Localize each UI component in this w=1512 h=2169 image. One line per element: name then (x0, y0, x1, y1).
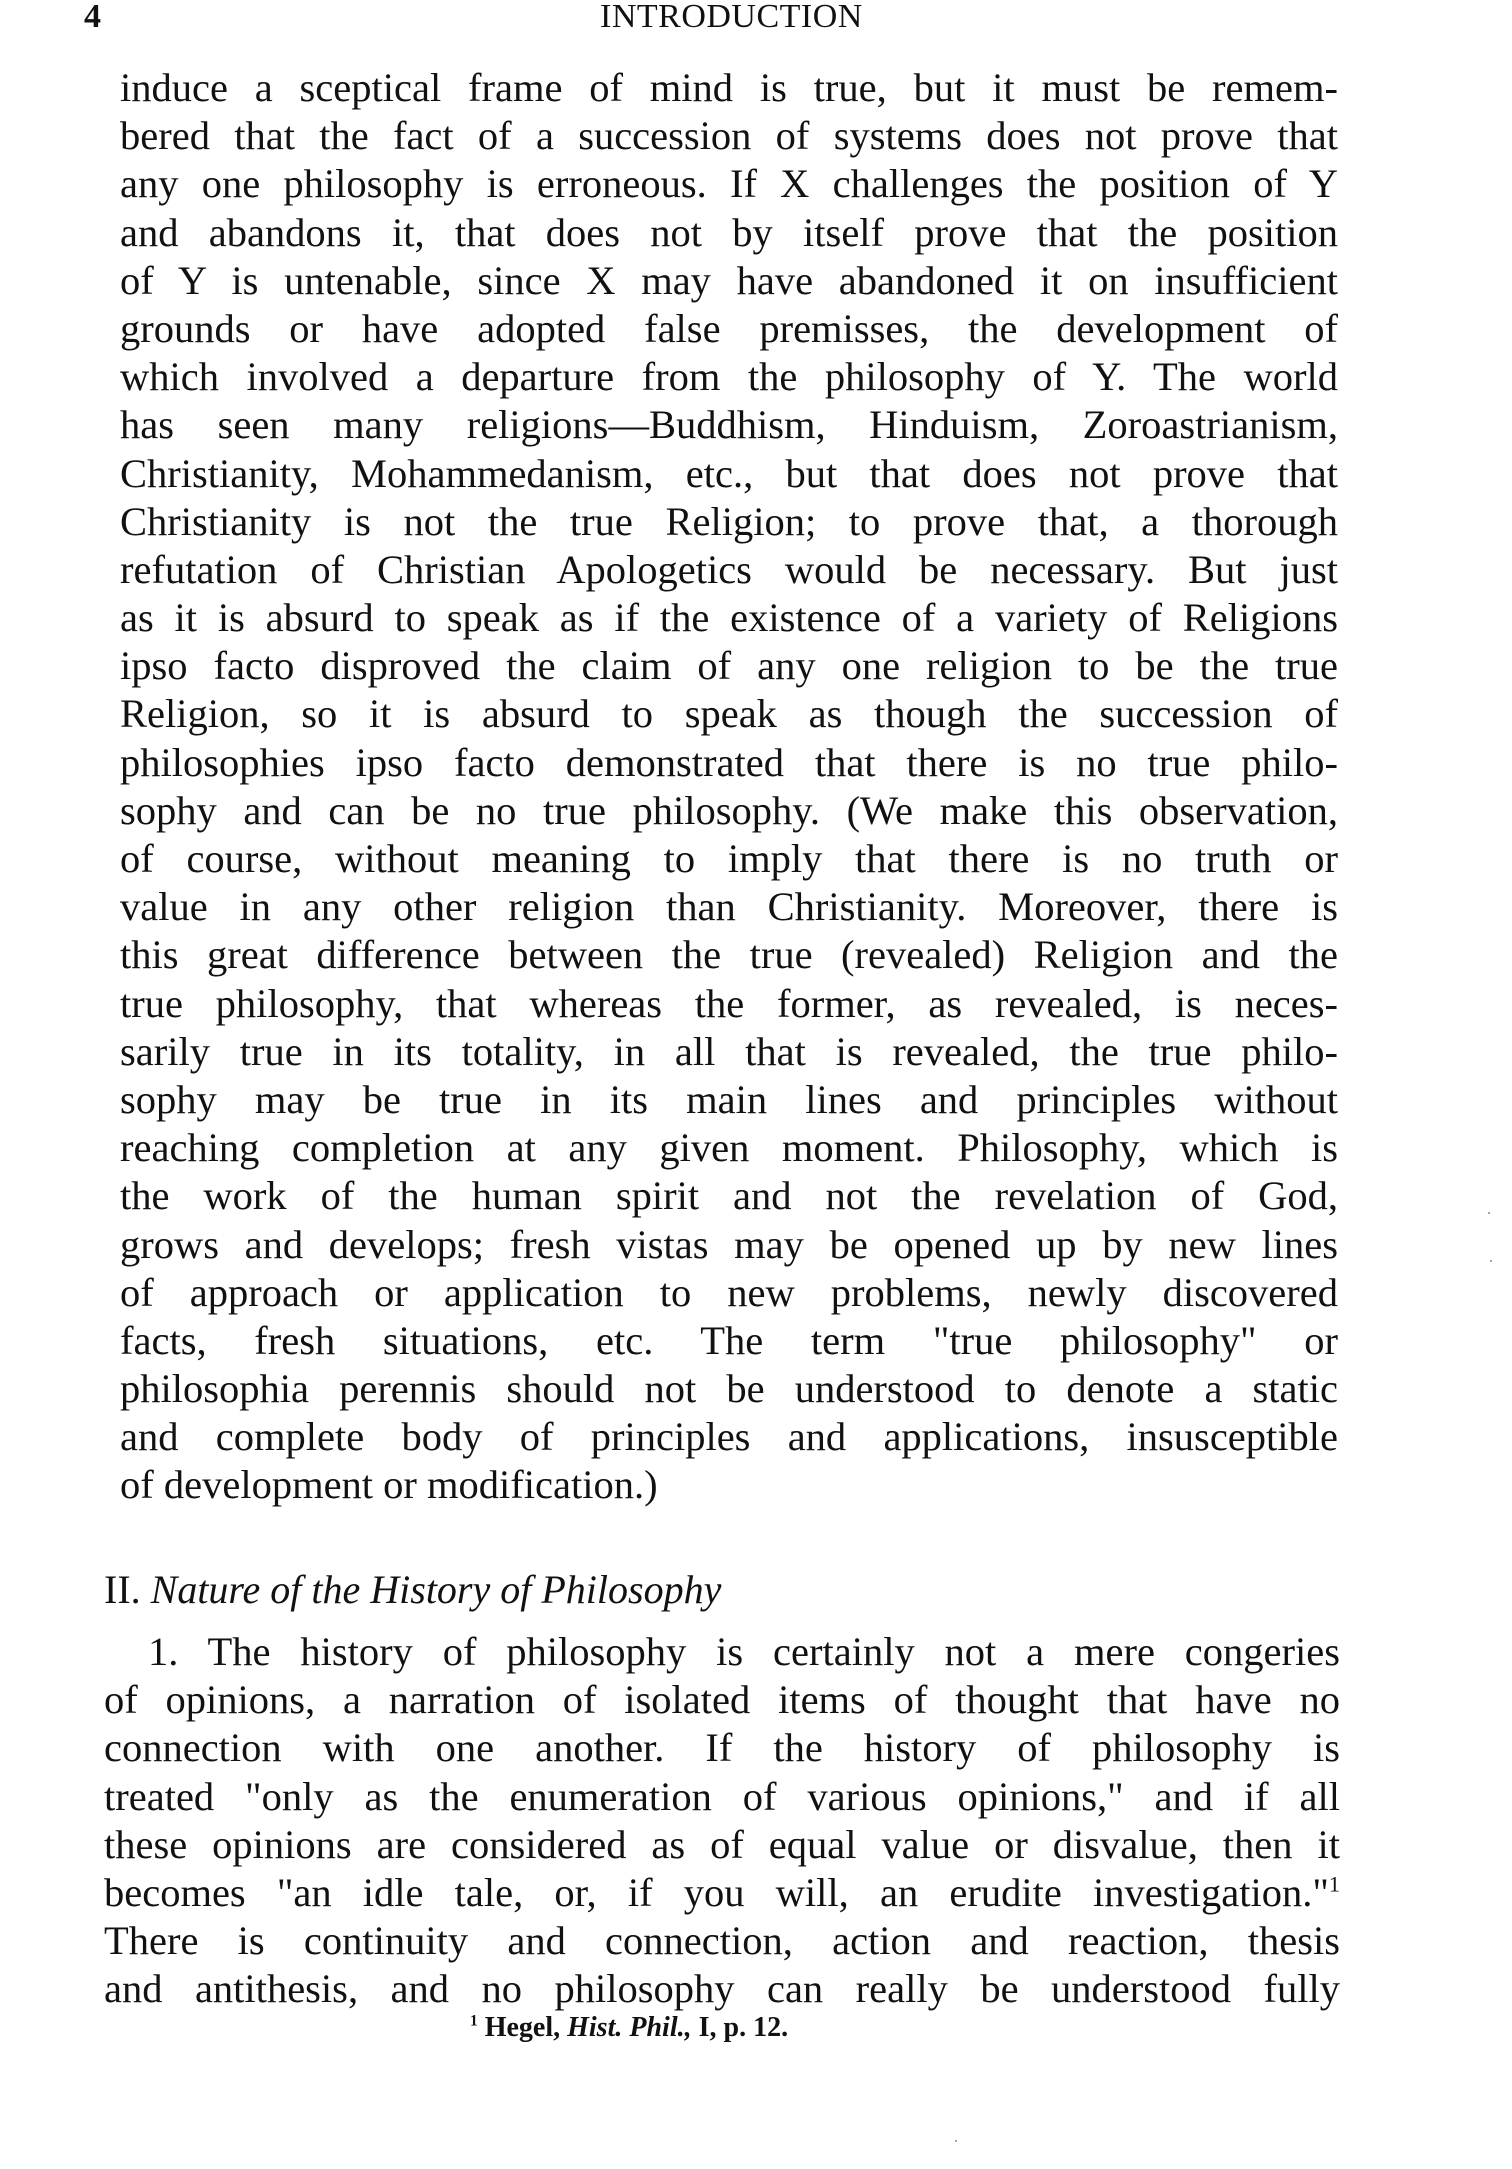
footnote-work: Hist. Phil., (567, 2012, 692, 2043)
text-line: reaching completion at any given moment. Philosophy, which is (120, 1125, 1338, 1171)
text-line: philosophies ipso facto demonstrated that there is no true philo- (120, 739, 1338, 785)
text-line: and complete body of principles and applications, insusceptible (120, 1414, 1338, 1460)
text-line: of course, without meaning to imply that there is no truth or (120, 836, 1338, 881)
footnote (470, 2012, 788, 2044)
body-paragraph (120, 64, 1338, 1510)
text-line: sophy may be true in its main lines and principles without (120, 1076, 1338, 1122)
text-line: and abandons it, that does not by itself prove that the position (120, 209, 1338, 255)
text-line: grows and develops; fresh vistas may be opened up by new lines (120, 1221, 1338, 1267)
footnote-marker: 1 (470, 2012, 478, 2030)
page-number: 4 (84, 0, 101, 35)
text-line: as it is absurd to speak as if the existence of a variety of Religions (120, 595, 1338, 641)
section-paragraph (104, 1628, 1340, 2014)
section-title: Nature of the History of Philosophy (150, 1567, 722, 1612)
text-line: sophy and can be no true philosophy. (We make this observation, (120, 787, 1338, 833)
text-line: connection with one another. If the history of philosophy is (104, 1725, 1340, 1771)
running-head: INTRODUCTION (600, 0, 863, 35)
text-line: 1. The history of philosophy is certainly not a mere congeries (148, 1629, 1340, 1674)
text-line: refutation of Christian Apologetics would be necessary. But just (120, 546, 1338, 592)
text-line: Christianity is not the true Religion; to prove that, a thorough (120, 498, 1338, 544)
text-line: bered that the fact of a succession of systems does not prove that (120, 113, 1338, 159)
text-line: Christianity, Mohammedanism, etc., but that does not prove that (120, 450, 1338, 496)
text-line: of Y is untenable, since X may have abandoned it on insufficient (120, 257, 1338, 303)
text-line: which involved a departure from the philosophy of Y. The world (120, 354, 1338, 400)
footnote-reference: 1 (1328, 1871, 1340, 1897)
scan-speck (1490, 1260, 1492, 1262)
text-line: and antithesis, and no philosophy can really be understood fully (104, 1966, 1340, 2012)
text-line: Religion, so it is absurd to speak as though the succession of (120, 691, 1338, 737)
section-number: II. (104, 1567, 141, 1612)
text-line: of approach or application to new problems, newly discovered (120, 1269, 1338, 1315)
text-line: these opinions are considered as of equal value or disvalue, then it (104, 1821, 1340, 1867)
text-line: facts, fresh situations, etc. The term "true philosophy" or (120, 1317, 1338, 1363)
text-line: grounds or have adopted false premisses, the development of (120, 305, 1338, 351)
footnote-location: I, p. 12. (698, 2012, 789, 2043)
text-line: There is continuity and connection, action and reaction, thesis (104, 1918, 1340, 1964)
footnote-author: Hegel, (484, 2012, 561, 2043)
text-line: any one philosophy is erroneous. If X challenges the position of Y (120, 161, 1338, 207)
text-line: induce a sceptical frame of mind is true, but it must be remem- (120, 65, 1338, 110)
text-line: ipso facto disproved the claim of any one religion to be the true (120, 643, 1338, 689)
text-line: treated "only as the enumeration of various opinions," and if all (104, 1773, 1340, 1819)
text-line: of development or modification.) (120, 1462, 658, 1508)
text-line: value in any other religion than Christianity. Moreover, there is (120, 884, 1338, 930)
scan-speck (955, 2140, 957, 2142)
text-line: true philosophy, that whereas the former, as revealed, is neces- (120, 980, 1338, 1026)
text-line: of opinions, a narration of isolated items of thought that have no (104, 1677, 1340, 1723)
text-line: has seen many religions—Buddhism, Hinduism, Zoroastrianism, (120, 402, 1338, 448)
text-line-content: becomes "an idle tale, or, if you will, an erudite investigation." (104, 1869, 1329, 1915)
scan-speck (1488, 1212, 1490, 1214)
text-line: philosophia perennis should not be understood to denote a static (120, 1366, 1338, 1412)
text-line: the work of the human spirit and not the revelation of God, (120, 1173, 1338, 1219)
section-heading (104, 1566, 721, 1613)
text-line-with-footnote (104, 1869, 1340, 1917)
text-line: this great difference between the true (revealed) Religion and the (120, 932, 1338, 978)
text-line: sarily true in its totality, in all that is revealed, the true philo- (120, 1028, 1338, 1074)
page-header (0, 0, 1512, 44)
